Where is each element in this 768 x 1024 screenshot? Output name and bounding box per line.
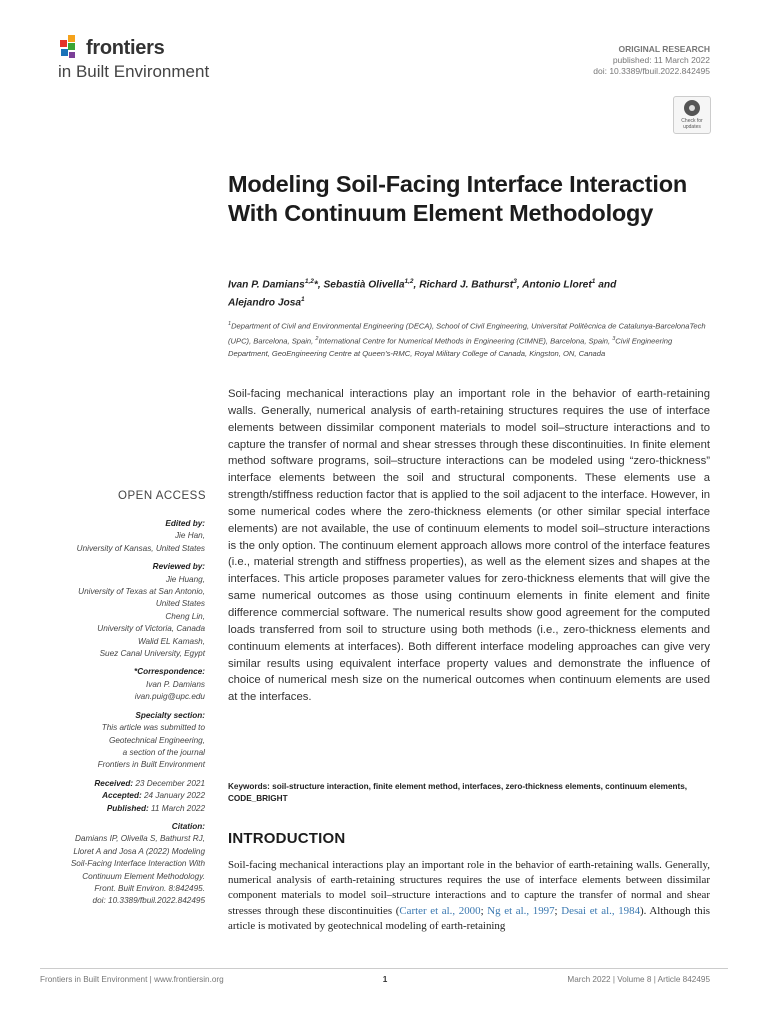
citation-line: Damians IP, Olivella S, Bathurst RJ, [75,834,205,844]
received-value: 23 December 2021 [135,778,205,788]
author-affil-sup: 1,2 [404,278,414,285]
keywords-text: soil-structure interaction, finite element method, interfaces, zero-thickness elements, continuum elements, CODE_BRIGHT [228,782,688,803]
citation-label: Citation: [171,821,205,831]
specialty-line: Frontiers in Built Environment [97,760,205,770]
edited-by-label: Edited by: [165,519,205,528]
received-date [40,778,205,790]
footer-issue-info: March 2022 | Volume 8 | Article 842495 [567,975,710,984]
reviewer-affiliation: University of Texas at San Antonio, [78,587,205,597]
affil-sup: 3 [612,335,616,342]
specialty-section-label: Specialty section: [135,710,205,720]
citation-line: Continuum Element Methodology. [82,871,205,881]
check-updates-icon [684,100,700,116]
citation-line: Front. Built Environ. 8:842495. [94,883,205,893]
open-access-label: OPEN ACCESS [118,490,206,502]
check-updates-label: Check for updates [681,118,703,130]
abstract: Soil-facing mechanical interactions play an important role in the behavior of earth-retaining walls. Generally, numerical analysis of earth-retaining structures requires the use of interface elements between dissimilar component materials to model soil–structure interactions and to capture the transfer of normal and shear stresses through these discontinuities. In finite element method software programs, soil–structure interactions can be modeled using “zero-thickness” interface elements between the soil and structural components. These elements use a strength/stiffness reduction factor that is applied to the soil adjacent to the interface. However, in some numerical codes where the zero-thickness elements (or other similar special interface elements) are not available, the use of continuum elements to model soil–structure interactions is the only option. The continuum element approach allows more control of the interface features (i.e., material strength and stiffness properties), as well as the element sizes and shapes at the interfaces. This article proposes parameter values for zero-thickness elements that will give the same numerical outcomes as those using continuum elements in finite element and finite difference commercial software. The numerical results show good agreement for the computed loads transferred from soil to structure using both methods (i.e., zero-thickness elements and continuum elements at interfaces). Both different interface modeling approaches can give very similar results using equivalent interface property values and demonstrate the influence of choice of numerical mesh size on the numerical outcomes when continuum elements are used at the interfaces. [228,388,710,704]
reviewer-name: Cheng Lin, [165,611,205,621]
reviewer-affiliation: University of Victoria, Canada [97,624,205,634]
author-name[interactable]: Antonio Lloret [522,279,592,291]
affiliation-2: International Centre for Numerical Methods in Engineering (CIMNE), Barcelona, Spain, [318,336,613,346]
citation-line: Lloret A and Josa A (2022) Modeling [73,846,205,856]
doi[interactable]: doi: 10.3389/fbuil.2022.842495 [593,66,710,76]
keywords-label: Keywords: [228,782,270,791]
accepted-label: Accepted: [102,791,142,801]
footer-journal-url[interactable]: Frontiers in Built Environment | www.frontiersin.org [40,975,224,984]
introduction-paragraph [228,858,710,934]
author-name[interactable]: Sebastià Olivella [323,279,405,291]
affil-sup: 1 [228,321,232,327]
reviewed-by-label: Reviewed by: [152,562,205,572]
author-affil-sup: 1 [591,278,596,285]
article-info-sidebar [40,518,205,908]
author-sep: , [516,279,523,291]
citation-link[interactable]: Carter et al., 2000 [399,904,481,917]
citation-doi[interactable]: doi: 10.3389/fbuil.2022.842495 [92,896,205,906]
reviewer-affiliation: United States [155,599,205,609]
footer-divider [40,968,728,969]
journal-name: in Built Environment [58,62,210,81]
article-type: ORIGINAL RESEARCH [618,44,710,54]
specialty-line: This article was submitted to [101,723,205,733]
editor-affiliation: University of Kansas, United States [76,543,205,553]
check-for-updates-button[interactable] [673,96,711,134]
author-name[interactable]: Alejandro Josa [228,297,302,309]
affiliations [228,318,712,360]
reviewer-name: Jie Huang, [165,574,205,584]
affiliation-3: Civil Engineering Department, GeoEngineering Centre at Queen’s-RMC, Royal Military College of Canada, Kingston, ON, Canada [228,336,673,359]
author-sep: and [595,279,617,291]
author-list [228,275,688,311]
author-affil-sup: 1,2 [304,278,314,285]
correspondence-email[interactable]: ivan.puig@upc.edu [134,692,205,702]
page-number: 1 [382,975,388,984]
intro-text-part: ; [480,904,488,917]
frontiers-logo-icon [58,34,82,62]
citation-line: Soil-Facing Interface Interaction With [70,859,205,869]
editor-name: Jie Han, [174,531,205,541]
accepted-value: 24 January 2022 [144,791,205,801]
author-sep: , [413,279,420,291]
affil-sup: 2 [315,335,319,342]
intro-text-part: ; [554,904,562,917]
accepted-date [40,790,205,802]
reviewer-name: Walid EL Kamash, [137,636,205,646]
received-label: Received: [94,778,134,788]
author-affil-sup: 1 [301,295,305,303]
specialty-line: a section of the journal [122,747,205,757]
correspondence-label: *Correspondence: [134,667,205,677]
published-label: Published: [106,803,149,813]
published-date-sidebar [40,803,205,815]
specialty-line: Geotechnical Engineering, [108,735,205,745]
author-sep: *, [313,279,324,291]
article-title: Modeling Soil-Facing Interface Interaction With Continuum Element Methodology [228,171,688,226]
correspondence-name: Ivan P. Damians [145,679,205,689]
intro-text-part: Soil-facing mechanical interactions play an important role in the behavior of earth-retaining walls. Generally, numerical analysis of earth-retaining structures requires the use of interface elements between dissimilar component materials to model soil–structure interactions and to capture the transfer of normal and shear stresses through these discontinuities ( [228,859,710,917]
author-name[interactable]: Richard J. Bathurst [419,279,514,291]
author-name[interactable]: Ivan P. Damians [228,279,305,291]
section-heading-introduction: INTRODUCTION [228,830,346,847]
intro-text-part: ). Although this article is motivated by geotechnical modeling of earth-retaining [228,904,710,932]
affiliation-1: Department of Civil and Environmental Engineering (DECA), School of Civil Engineering, Universitat Politècnica de Catalunya-BarcelonaTech (UPC), Barcelona, Spain, [228,321,706,346]
published-value: 11 March 2022 [150,803,205,813]
citation-link[interactable]: Ng et al., 1997 [487,904,555,917]
author-affil-sup: 3 [513,278,517,285]
published-date: published: 11 March 2022 [612,55,710,65]
citation-link[interactable]: Desai et al., 1984 [561,904,641,917]
keywords [228,781,710,805]
brand-name: frontiers [86,37,165,59]
reviewer-affiliation: Suez Canal University, Egypt [99,649,205,659]
